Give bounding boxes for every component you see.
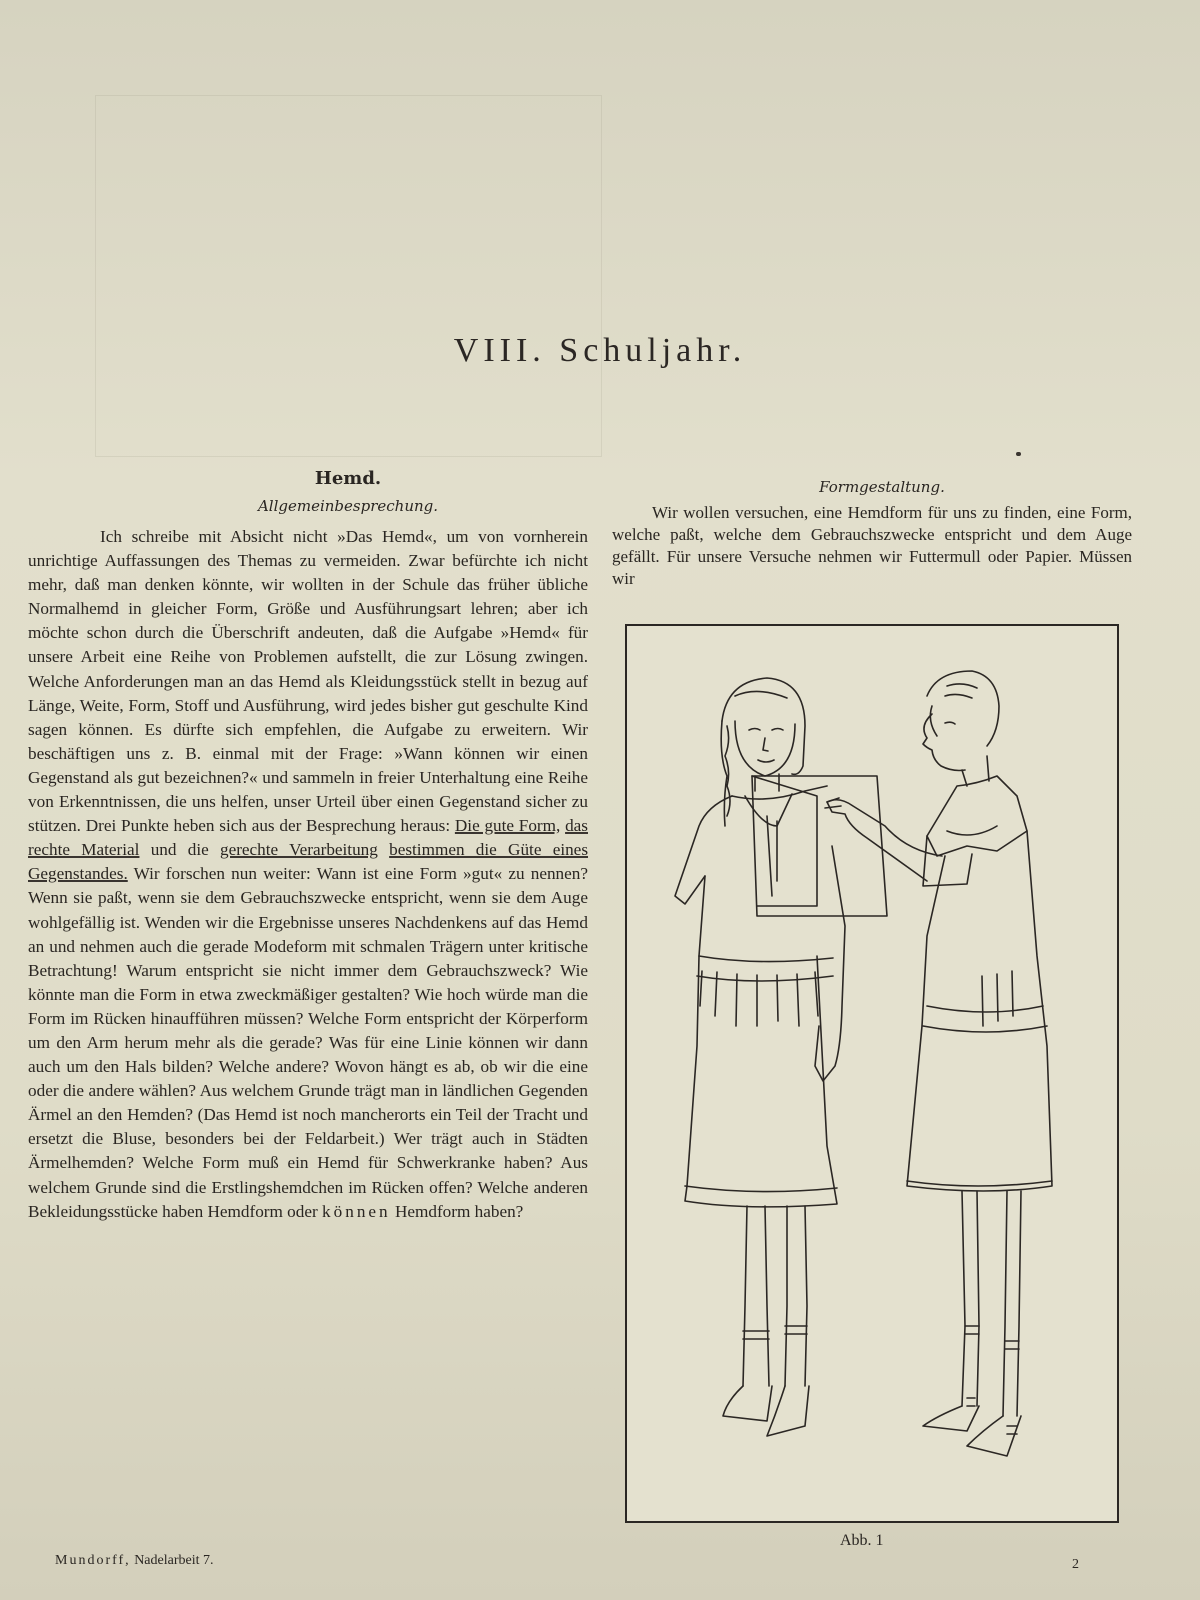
right-paragraph: Wir wollen versuchen, eine Hemdform für uns zu finden, eine Form, welche paßt, welche dem Gebrauchszwecke entspricht und dem Auge gefällt. Für unsere Versuche nehmen wir Futtermull oder Papier. Müssen wir: [612, 503, 1132, 588]
right-girl-figure: [825, 671, 1052, 1456]
underlined-proper-workmanship: gerechte Verarbeitung: [219, 840, 378, 860]
illustration-frame: [625, 624, 1119, 1523]
ink-speck: [1016, 452, 1021, 456]
footer-work: Nadelarbeit 7.: [130, 1553, 214, 1568]
section-subheading: Allgemeinbesprechung.: [257, 497, 439, 515]
page-number: 2: [1072, 1557, 1079, 1572]
underlined-right-material: das rechte Material: [28, 816, 588, 860]
underlined-good-form: Die gute Form,: [454, 816, 561, 836]
footer-author: Mundorff,: [55, 1553, 131, 1568]
underlined-determine-quality: bestimmen die Güte eines Gegenstandes.: [28, 840, 589, 884]
page-title: VIII. Schuljahr.: [453, 332, 747, 369]
spaced-word: können: [322, 1201, 391, 1221]
footer-source: [55, 1553, 213, 1569]
figure-caption: Abb. 1: [840, 1532, 884, 1549]
right-subheading: Formgestaltung.: [819, 478, 945, 496]
connector-text: und die: [139, 840, 220, 860]
spacer-text-2: [378, 840, 389, 859]
bleed-through-shadow: [95, 95, 602, 457]
two-girls-illustration: [627, 626, 1117, 1521]
left-column: [28, 468, 588, 1224]
body-text-continued: Wir forschen nun weiter: Wann ist eine Form »gut« zu nennen? Wenn sie paßt, wenn sie dem Gebrauchszwecke entspricht, wenn sie dem Auge wohlgefällig ist. Wenden wir die Ergebnisse unseres Nachdenkens auf das Hemd an und nehmen auch die gerade Modeform mit schmalen Trägern unter kritische Betrachtung! Warum entspricht sie nicht immer dem Gebrauchszweck? Wie könnte man die Form in etwa zweckmäßiger gestalten? Wie hoch würde man die Form im Rücken hinaufführen müssen? Welche Form entspricht der Körperform um den Arm herum mehr als die gerade? Was für eine Linie können wir dann auch um den Hals bilden? Welche andere? Wovon hängt es ab, ob wir die eine oder die andere wählen? Aus welchem Grunde trägt man in ländlichen Gegenden Ärmel an den Hemden? (Das Hemd ist noch mancherorts ein Teil der Tracht und ersetzt die Bluse, besonders bei der Feldarbeit.) Wer trägt auch in Städten Ärmelhemden? Welche Form muß ein Hemd für Schwerkranke haben? Aus welchem Grunde sind die Erstlingshemdchen im Rücken offen? Welche anderen Bekleidungsstücke haben Hemdform oder: [28, 864, 588, 1221]
body-text-start: Ich schreibe mit Absicht nicht »Das Hemd«, um von vornherein unrichtige Auffassungen des Themas zu vermeiden. Zwar befürchte ich nicht mehr, daß man denken könnte, wir wollten in der Schule das früher übliche Normalhemd in gleicher Form, Größe und Ausführungsart lehren; aber ich möchte schon durch die Überschrift andeuten, daß die Aufgabe »Hemd« für unsere Arbeit eine Reihe von Problemen aufstellt, die zur Lösung zwingen. Welche Anforderungen man an das Hemd als Kleidungsstück stellt in bezug auf Länge, Weite, Form, Stoff und Ausführung, wird jedes bisher gut geschulte Kind sagen können. Es dürfte sich empfehlen, die Aufgabe zu erweitern. Wir beschäftigen uns z. B. einmal mit der Frage: »Wann können wir einen Gegenstand als gut bezeichnen?« und sammeln in freier Unterhaltung eine Reihe von Erkenntnissen, die uns helfen, unser Urteil über einen Gegenstand sicher zu stützen. Drei Punkte heben sich aus der Besprechung heraus:: [28, 527, 588, 836]
body-paragraph: [28, 525, 588, 1224]
section-heading: Hemd.: [314, 468, 382, 489]
body-text-end: Hemdform haben?: [390, 1201, 524, 1221]
right-column: [612, 478, 1132, 590]
left-girl-figure: [675, 678, 887, 1436]
